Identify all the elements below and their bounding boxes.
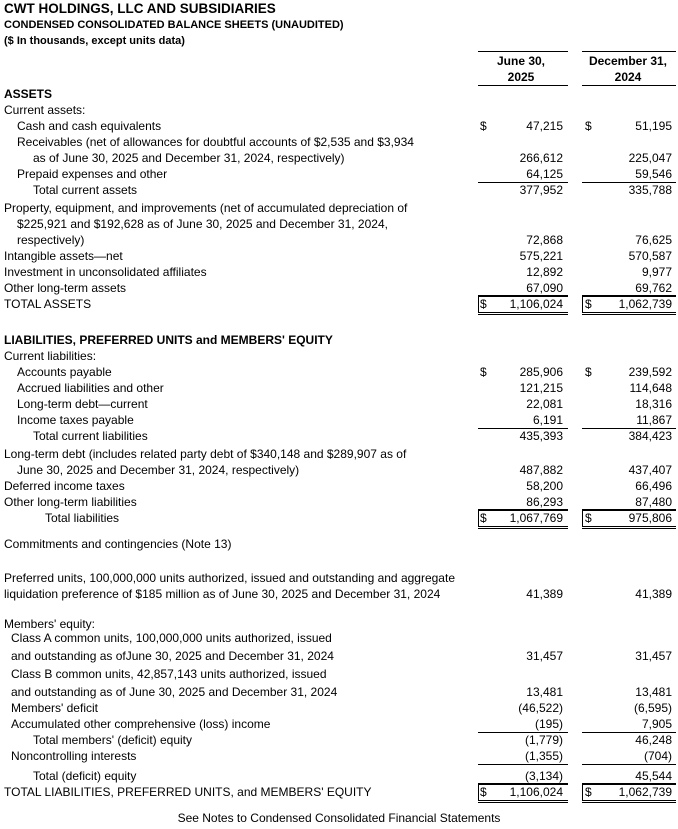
row-label: Total members' (deficit) equity <box>33 733 193 747</box>
total-double-rule <box>582 800 676 801</box>
value-december-2024: 384,423 <box>628 429 672 443</box>
value-june-2025: 41,389 <box>526 587 563 601</box>
total-top-rule <box>582 295 676 296</box>
value-june-2025: 285,906 <box>519 365 563 379</box>
value-december-2024: 1,062,739 <box>618 297 672 311</box>
row-label: and outstanding as of June 30, 2025 and December 31, 2024 <box>11 685 338 699</box>
value-june-2025: 266,612 <box>519 151 563 165</box>
total-double-rule <box>478 526 568 527</box>
dollar-sign: $ <box>480 511 487 525</box>
table-row <box>0 200 678 216</box>
value-december-2024: 437,407 <box>628 463 672 477</box>
value-december-2024: 239,592 <box>628 365 672 379</box>
value-december-2024: 41,389 <box>635 587 672 601</box>
value-december-2024: 11,867 <box>636 413 672 427</box>
dollar-sign: $ <box>480 297 487 311</box>
total-top-rule <box>582 783 676 784</box>
column-header-june-line2: 2025 <box>507 70 535 84</box>
row-label: Current assets: <box>4 103 86 117</box>
row-label: Class B common units, 42,857,143 units authorized, issued <box>11 667 327 681</box>
table-row <box>0 494 678 510</box>
dollar-sign: $ <box>585 785 592 799</box>
row-label: June 30, 2025 and December 31, 2024, respectively) <box>17 463 300 477</box>
table-row <box>0 280 678 296</box>
row-label: as of June 30, 2025 and December 31, 2024, respectively) <box>33 151 345 165</box>
row-label: TOTAL LIABILITIES, PREFERRED UNITS, and MEMBERS' EQUITY <box>4 785 372 799</box>
total-double-rule <box>582 526 676 527</box>
table-row <box>0 166 678 182</box>
row-label: and outstanding as ofJune 30, 2025 and December 31, 2024 <box>11 649 334 663</box>
row-label: LIABILITIES, PREFERRED UNITS and MEMBERS' EQUITY <box>4 333 333 347</box>
table-row <box>0 102 678 118</box>
value-december-2024: 46,248 <box>635 733 672 747</box>
header-rule-december <box>582 51 676 52</box>
table-row <box>0 586 678 602</box>
value-december-2024: 7,905 <box>641 717 672 731</box>
units-note: ($ In thousands, except units data) <box>4 35 185 47</box>
table-row <box>0 150 678 166</box>
value-june-2025: 1,067,769 <box>509 511 563 525</box>
table-row <box>0 216 678 232</box>
value-december-2024: 225,047 <box>628 151 672 165</box>
company-title: CWT HOLDINGS, LLC AND SUBSIDIARIES <box>4 1 276 16</box>
table-row <box>0 648 678 664</box>
header-rule-june <box>478 51 568 52</box>
table-row <box>0 332 678 348</box>
total-top-rule <box>582 509 676 510</box>
value-december-2024: (6,595) <box>633 701 672 715</box>
value-december-2024: 570,587 <box>628 249 672 263</box>
value-june-2025: 575,221 <box>519 249 563 263</box>
value-june-2025: (3,134) <box>524 769 563 783</box>
table-row <box>0 264 678 280</box>
table-row <box>0 118 678 134</box>
row-label: Long-term debt—current <box>17 397 148 411</box>
row-label: Preferred units, 100,000,000 units authorized, issued and outstanding and aggregate <box>4 571 455 585</box>
table-row <box>0 232 678 248</box>
total-side-rule <box>582 295 583 312</box>
row-label: Class A common units, 100,000,000 units authorized, issued <box>11 631 332 645</box>
table-row <box>0 666 678 682</box>
row-label: Members' deficit <box>11 701 98 715</box>
value-december-2024: 975,806 <box>628 511 672 525</box>
table-row <box>0 428 678 444</box>
value-december-2024: 1,062,739 <box>618 785 672 799</box>
table-row <box>0 700 678 716</box>
dollar-sign: $ <box>585 119 592 133</box>
dollar-sign: $ <box>585 365 592 379</box>
row-label: Total current assets <box>33 183 138 197</box>
value-june-2025: 58,200 <box>526 479 563 493</box>
row-label: Property, equipment, and improvements (net of accumulated depreciation of <box>4 201 408 215</box>
dollar-sign: $ <box>585 511 592 525</box>
value-june-2025: 22,081 <box>526 397 563 411</box>
row-label: TOTAL ASSETS <box>4 297 92 311</box>
row-label: Noncontrolling interests <box>11 749 137 763</box>
total-side-rule <box>478 295 479 312</box>
value-june-2025: 12,892 <box>526 265 563 279</box>
table-row <box>0 446 678 462</box>
value-december-2024: 87,480 <box>635 495 672 509</box>
row-label: Total (deficit) equity <box>33 769 137 783</box>
value-december-2024: 114,648 <box>629 381 672 395</box>
total-side-rule <box>478 783 479 800</box>
row-label: Accumulated other comprehensive (loss) income <box>11 717 271 731</box>
total-top-rule <box>478 783 568 784</box>
value-june-2025: 64,125 <box>526 167 563 181</box>
value-june-2025: (195) <box>534 717 563 731</box>
value-june-2025: (1,355) <box>524 749 563 763</box>
row-label: Total liabilities <box>45 511 120 525</box>
value-december-2024: (704) <box>643 749 672 763</box>
table-row <box>0 86 678 102</box>
value-june-2025: (46,522) <box>518 701 563 715</box>
table-row <box>0 716 678 732</box>
row-label: liquidation preference of $185 million as of June 30, 2025 and December 31, 2024 <box>4 587 441 601</box>
value-june-2025: (1,779) <box>524 733 563 747</box>
value-december-2024: 18,316 <box>635 397 672 411</box>
statement-title: CONDENSED CONSOLIDATED BALANCE SHEETS (UNAUDITED) <box>4 19 344 31</box>
value-december-2024: 51,195 <box>635 119 672 133</box>
value-december-2024: 335,788 <box>628 183 672 197</box>
total-top-rule <box>478 295 568 296</box>
row-label: respectively) <box>17 233 85 247</box>
total-top-rule <box>478 509 568 510</box>
row-label: Prepaid expenses and other <box>17 167 168 181</box>
row-label: Accrued liabilities and other <box>17 381 164 395</box>
column-header-december-line1: December 31, <box>588 54 668 68</box>
table-row <box>0 554 678 570</box>
row-label: Other long-term assets <box>4 281 127 295</box>
table-row <box>0 296 678 312</box>
row-label: Receivables (net of allowances for doubtful accounts of $2,535 and $3,934 <box>17 135 414 149</box>
value-december-2024: 13,481 <box>635 685 672 699</box>
table-row <box>0 348 678 364</box>
row-label: Current liabilities: <box>4 349 97 363</box>
total-double-rule <box>582 802 676 803</box>
footer-note: See Notes to Condensed Consolidated Financial Statements <box>177 811 501 825</box>
table-row <box>0 248 678 264</box>
table-row <box>0 768 678 784</box>
row-label: Intangible assets—net <box>4 249 123 263</box>
value-june-2025: 47,215 <box>526 119 563 133</box>
total-double-rule <box>478 800 568 801</box>
row-label: Other long-term liabilities <box>4 495 137 509</box>
value-june-2025: 377,952 <box>519 183 563 197</box>
total-side-rule <box>582 783 583 800</box>
table-row <box>0 570 678 586</box>
total-side-rule <box>478 509 479 526</box>
value-june-2025: 435,393 <box>519 429 563 443</box>
table-row <box>0 630 678 646</box>
value-december-2024: 45,544 <box>635 769 672 783</box>
value-december-2024: 76,625 <box>635 233 672 247</box>
value-june-2025: 13,481 <box>526 685 563 699</box>
total-double-rule <box>478 312 568 313</box>
table-row <box>0 134 678 150</box>
dollar-sign: $ <box>480 785 487 799</box>
row-label: Accounts payable <box>17 365 112 379</box>
row-label: Investment in unconsolidated affiliates <box>4 265 207 279</box>
row-label: Income taxes payable <box>17 413 134 427</box>
table-row <box>0 412 678 428</box>
dollar-sign: $ <box>480 365 487 379</box>
value-june-2025: 31,457 <box>526 649 563 663</box>
row-label: ASSETS <box>4 87 53 101</box>
row-label: Long-term debt (includes related party debt of $340,148 and $289,907 as of <box>4 447 407 461</box>
value-june-2025: 67,090 <box>526 281 563 295</box>
column-header-june-line1: June 30, <box>496 54 546 68</box>
value-june-2025: 1,106,024 <box>509 785 563 799</box>
value-december-2024: 31,457 <box>635 649 672 663</box>
value-june-2025: 6,191 <box>532 413 563 427</box>
table-row <box>0 462 678 478</box>
table-row <box>0 364 678 380</box>
total-double-rule <box>582 312 676 313</box>
row-label: Deferred income taxes <box>4 479 125 493</box>
value-june-2025: 487,882 <box>519 463 563 477</box>
table-row <box>0 510 678 526</box>
table-row <box>0 314 678 330</box>
column-header-december-line2: 2024 <box>614 70 642 84</box>
column-header-december <box>582 53 674 85</box>
dollar-sign: $ <box>585 297 592 311</box>
column-header-june <box>478 53 564 85</box>
table-row <box>0 380 678 396</box>
row-label: Total current liabilities <box>33 429 148 443</box>
value-june-2025: 121,215 <box>519 381 563 395</box>
value-december-2024: 66,496 <box>635 479 672 493</box>
total-double-rule <box>478 802 568 803</box>
table-row <box>0 396 678 412</box>
row-label: Cash and cash equivalents <box>17 119 162 133</box>
table-row <box>0 684 678 700</box>
value-june-2025: 86,293 <box>526 495 563 509</box>
dollar-sign: $ <box>480 119 487 133</box>
row-label: Members' equity: <box>4 617 95 631</box>
table-row <box>0 732 678 748</box>
total-side-rule <box>582 509 583 526</box>
value-december-2024: 9,977 <box>641 265 672 279</box>
value-december-2024: 59,546 <box>635 167 672 181</box>
row-label: $225,921 and $192,628 as of June 30, 2025 and December 31, 2024, <box>17 217 388 231</box>
table-row <box>0 478 678 494</box>
table-row <box>0 784 678 800</box>
table-row <box>0 182 678 198</box>
row-label: Commitments and contingencies (Note 13) <box>4 537 232 551</box>
value-june-2025: 72,868 <box>526 233 563 247</box>
value-june-2025: 1,106,024 <box>509 297 563 311</box>
value-december-2024: 69,762 <box>635 281 672 295</box>
